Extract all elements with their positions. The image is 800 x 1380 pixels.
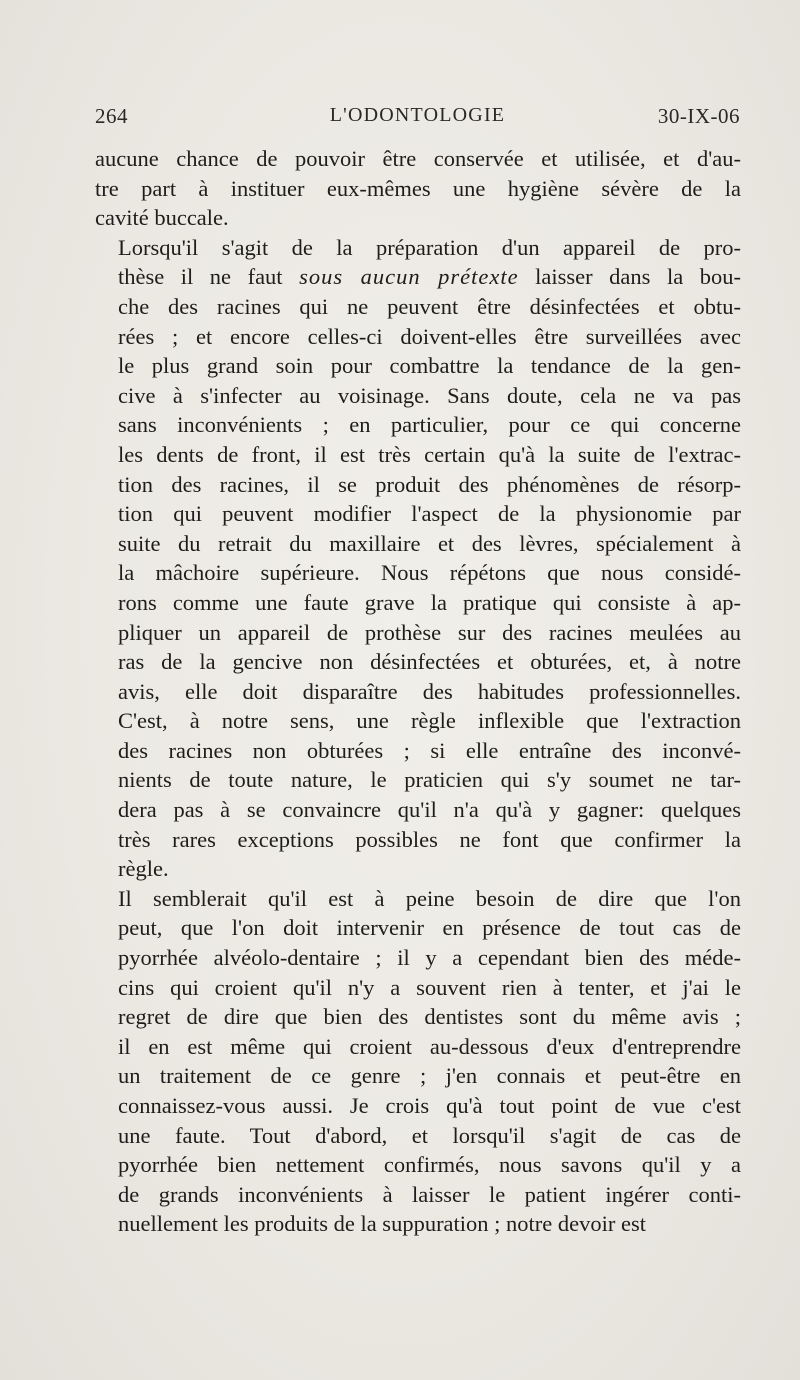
text-line: tion des racines, il se produit des phénomènes de résorp- [118,471,741,497]
text-line: une faute. Tout d'abord, et lorsqu'il s'agit de cas de [118,1122,741,1148]
text-line: avis, elle doit disparaître des habitudes professionnelles. [118,678,741,704]
text-line: pyorrhée alvéolo-dentaire ; il y a cependant bien des méde- [118,945,741,971]
text-line: suite du retrait du maxillaire et des lèvres, spécialement à [118,530,741,556]
text-line: pyorrhée bien nettement confirmés, nous savons qu'il y a [118,1152,741,1178]
text-line: peut, que l'on doit intervenir en présence de tout cas de [118,915,741,941]
text-line: pliquer un appareil de prothèse sur des racines meulées au [118,619,741,645]
text-line: tre part à instituer eux-mêmes une hygiène sévère de la [95,175,741,201]
issue-date: 30-IX-06 [657,104,740,128]
paragraph [95,144,741,233]
text-line: thèse il ne faut sous aucun prétexte laisser dans la bou- [118,264,741,290]
text-line: C'est, à notre sens, une règle inflexible que l'extraction [118,708,741,734]
text-line: nuellement les produits de la suppuration ; notre devoir est [118,1211,647,1237]
text-line: la mâchoire supérieure. Nous répétons que nous considé- [118,560,741,586]
emphasis: sous aucun prétexte [299,264,519,290]
text-line: cive à s'infecter au voisinage. Sans doute, cela ne va pas [118,382,741,408]
text-line: il en est même qui croient au-dessous d'eux d'entreprendre [118,1033,741,1059]
text-line: dera pas à se convaincre qu'il n'a qu'à y gagner: quelques [118,797,741,823]
text-line: connaissez-vous aussi. Je crois qu'à tout point de vue c'est [118,1093,741,1118]
text-line: un traitement de ce genre ; j'en connais et peut-être en [118,1063,741,1089]
text-line: règle. [118,856,169,882]
text-line: cins qui croient qu'il n'y a souvent rien à tenter, et j'ai le [118,974,741,1000]
text-line: Il semblerait qu'il est à peine besoin de dire que l'on [118,885,741,911]
text-line: le plus grand soin pour combattre la tendance de la gen- [118,353,741,379]
text-line: aucune chance de pouvoir être conservée et utilisée, et d'au- [95,146,741,171]
journal-title: L'ODONTOLOGIE [329,104,506,126]
text-line: nients de toute nature, le praticien qui s'y soumet ne tar- [118,767,741,793]
text-line: che des racines qui ne peuvent être désinfectées et obtu- [118,293,741,319]
text-line: des racines non obturées ; si elle entraîne des inconvé- [118,737,741,763]
text-line: regret de dire que bien des dentistes sont du même avis ; [118,1004,741,1030]
text-line: les dents de front, il est très certain qu'à la suite de l'extrac- [118,441,741,467]
text-line: sans inconvénients ; en particulier, pour ce qui concerne [118,412,741,438]
body-text [95,144,741,1239]
text-line: rées ; et encore celles-ci doivent-elles être surveillées avec [118,323,741,349]
text-line: rons comme une faute grave la pratique qui consiste à ap- [118,589,741,615]
page-number: 264 [95,104,128,128]
text-line: ras de la gencive non désinfectées et obturées, et, à notre [118,649,741,675]
paragraph [95,884,741,1239]
paragraph [95,233,741,884]
text-line: Lorsqu'il s'agit de la préparation d'un appareil de pro- [118,234,741,260]
text-line: de grands inconvénients à laisser le patient ingérer conti- [118,1181,741,1207]
running-header [95,104,740,134]
text-line: cavité buccale. [95,205,229,231]
text-line: très rares exceptions possibles ne font que confirmer la [118,826,741,852]
text-line: tion qui peuvent modifier l'aspect de la physionomie par [118,501,741,527]
